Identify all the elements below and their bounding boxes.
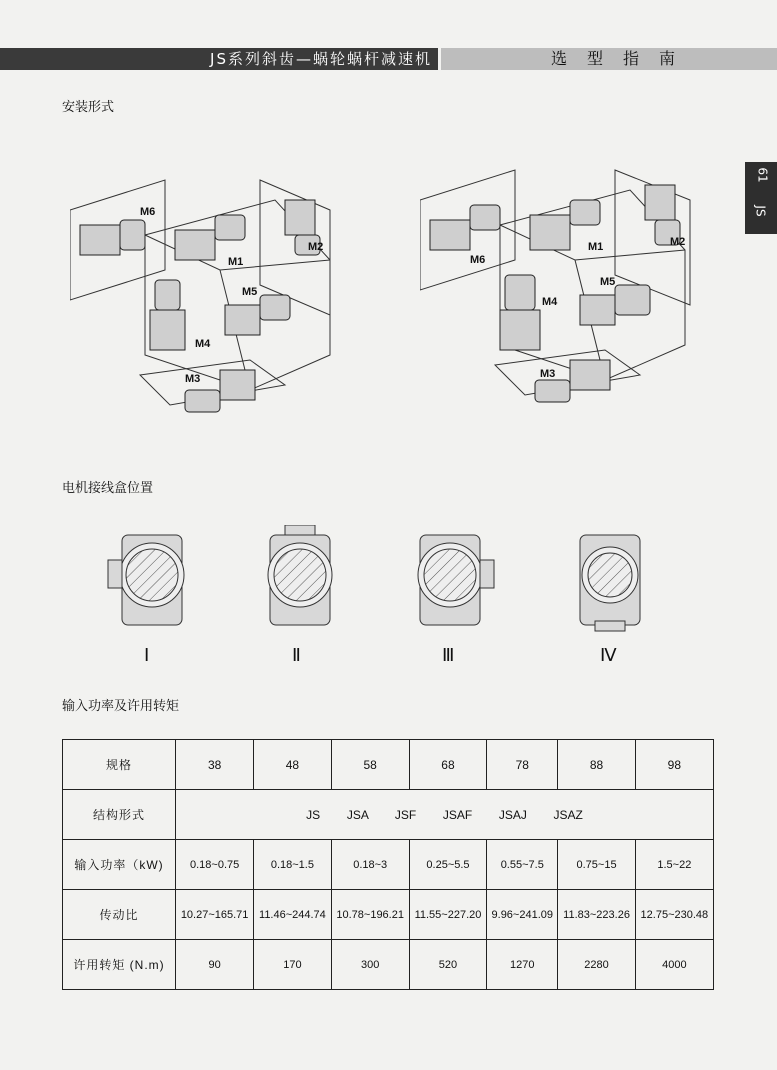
section-heading-power-torque: 输入功率及许用转矩	[62, 699, 180, 714]
table-cell: 10.78~196.21	[331, 890, 409, 940]
table-cell: 90	[176, 940, 254, 990]
table-cell: 38	[176, 740, 254, 790]
table-cell-merged: JS JSA JSF JSAF JSAJ JSAZ	[176, 790, 714, 840]
row-label: 许用转矩 (N.m)	[63, 940, 176, 990]
box-position-label-2: Ⅱ	[292, 645, 301, 665]
spec-table	[62, 739, 714, 990]
label-m6: M6	[140, 206, 156, 218]
table-row	[63, 790, 714, 840]
table-cell: 12.75~230.48	[635, 890, 713, 940]
table-cell: 11.46~244.74	[254, 890, 331, 940]
section-heading-mounting: 安装形式	[62, 100, 115, 115]
table-cell: 300	[331, 940, 409, 990]
label-m3-right: M3	[540, 368, 556, 380]
table-cell: 88	[558, 740, 635, 790]
box-position-2	[268, 525, 332, 625]
side-tab	[745, 162, 777, 234]
terminal-box-drawings	[100, 525, 700, 635]
table-cell: 2280	[558, 940, 635, 990]
table-row	[63, 940, 714, 990]
table-cell: 11.83~223.26	[558, 890, 635, 940]
header-guide: 选型指南	[551, 49, 696, 68]
label-m6-right: M6	[470, 254, 486, 266]
side-tab-page: 61	[755, 167, 770, 183]
header-title: JS系列斜齿—蜗轮蜗杆减速机	[210, 50, 432, 68]
table-cell: 0.55~7.5	[487, 840, 558, 890]
row-label: 规格	[63, 740, 176, 790]
box-position-label-4: Ⅳ	[600, 645, 617, 665]
row-label: 输入功率（kW)	[63, 840, 176, 890]
table-cell: 78	[487, 740, 558, 790]
label-m4: M4	[195, 338, 211, 350]
table-cell: 1270	[487, 940, 558, 990]
label-m2: M2	[308, 241, 324, 253]
label-m3: M3	[185, 373, 201, 385]
label-m5-right: M5	[600, 276, 616, 288]
table-cell: 4000	[635, 940, 713, 990]
box-position-label-3: Ⅲ	[442, 645, 455, 665]
box-position-label-1: Ⅰ	[144, 645, 150, 665]
table-cell: 9.96~241.09	[487, 890, 558, 940]
section-heading-terminal-box: 电机接线盒位置	[62, 481, 154, 496]
row-label: 传动比	[63, 890, 176, 940]
label-m4-right: M4	[542, 296, 558, 308]
table-cell: 0.25~5.5	[409, 840, 486, 890]
table-cell: 68	[409, 740, 486, 790]
table-row	[63, 840, 714, 890]
table-cell: 520	[409, 940, 486, 990]
table-cell: 1.5~22	[635, 840, 713, 890]
table-cell: 170	[254, 940, 331, 990]
table-cell: 0.75~15	[558, 840, 635, 890]
label-m2-right: M2	[670, 236, 686, 248]
mounting-diagram-right	[420, 165, 710, 425]
label-m1-right: M1	[588, 241, 604, 253]
table-row	[63, 890, 714, 940]
table-cell: 98	[635, 740, 713, 790]
table-cell: 0.18~3	[331, 840, 409, 890]
table-cell: 58	[331, 740, 409, 790]
table-row	[63, 740, 714, 790]
table-cell: 0.18~1.5	[254, 840, 331, 890]
header-title-bar	[0, 48, 438, 70]
header-guide-bar	[441, 48, 777, 70]
box-position-3	[418, 535, 494, 625]
row-label: 结构形式	[63, 790, 176, 840]
box-position-4	[580, 535, 640, 631]
mounting-diagram-left	[70, 175, 350, 425]
box-position-1	[108, 535, 184, 625]
label-m5: M5	[242, 286, 258, 298]
label-m1: M1	[228, 256, 244, 268]
table-cell: 11.55~227.20	[409, 890, 486, 940]
table-cell: 48	[254, 740, 331, 790]
table-cell: 10.27~165.71	[176, 890, 254, 940]
side-tab-series: JS	[753, 205, 768, 217]
table-cell: 0.18~0.75	[176, 840, 254, 890]
